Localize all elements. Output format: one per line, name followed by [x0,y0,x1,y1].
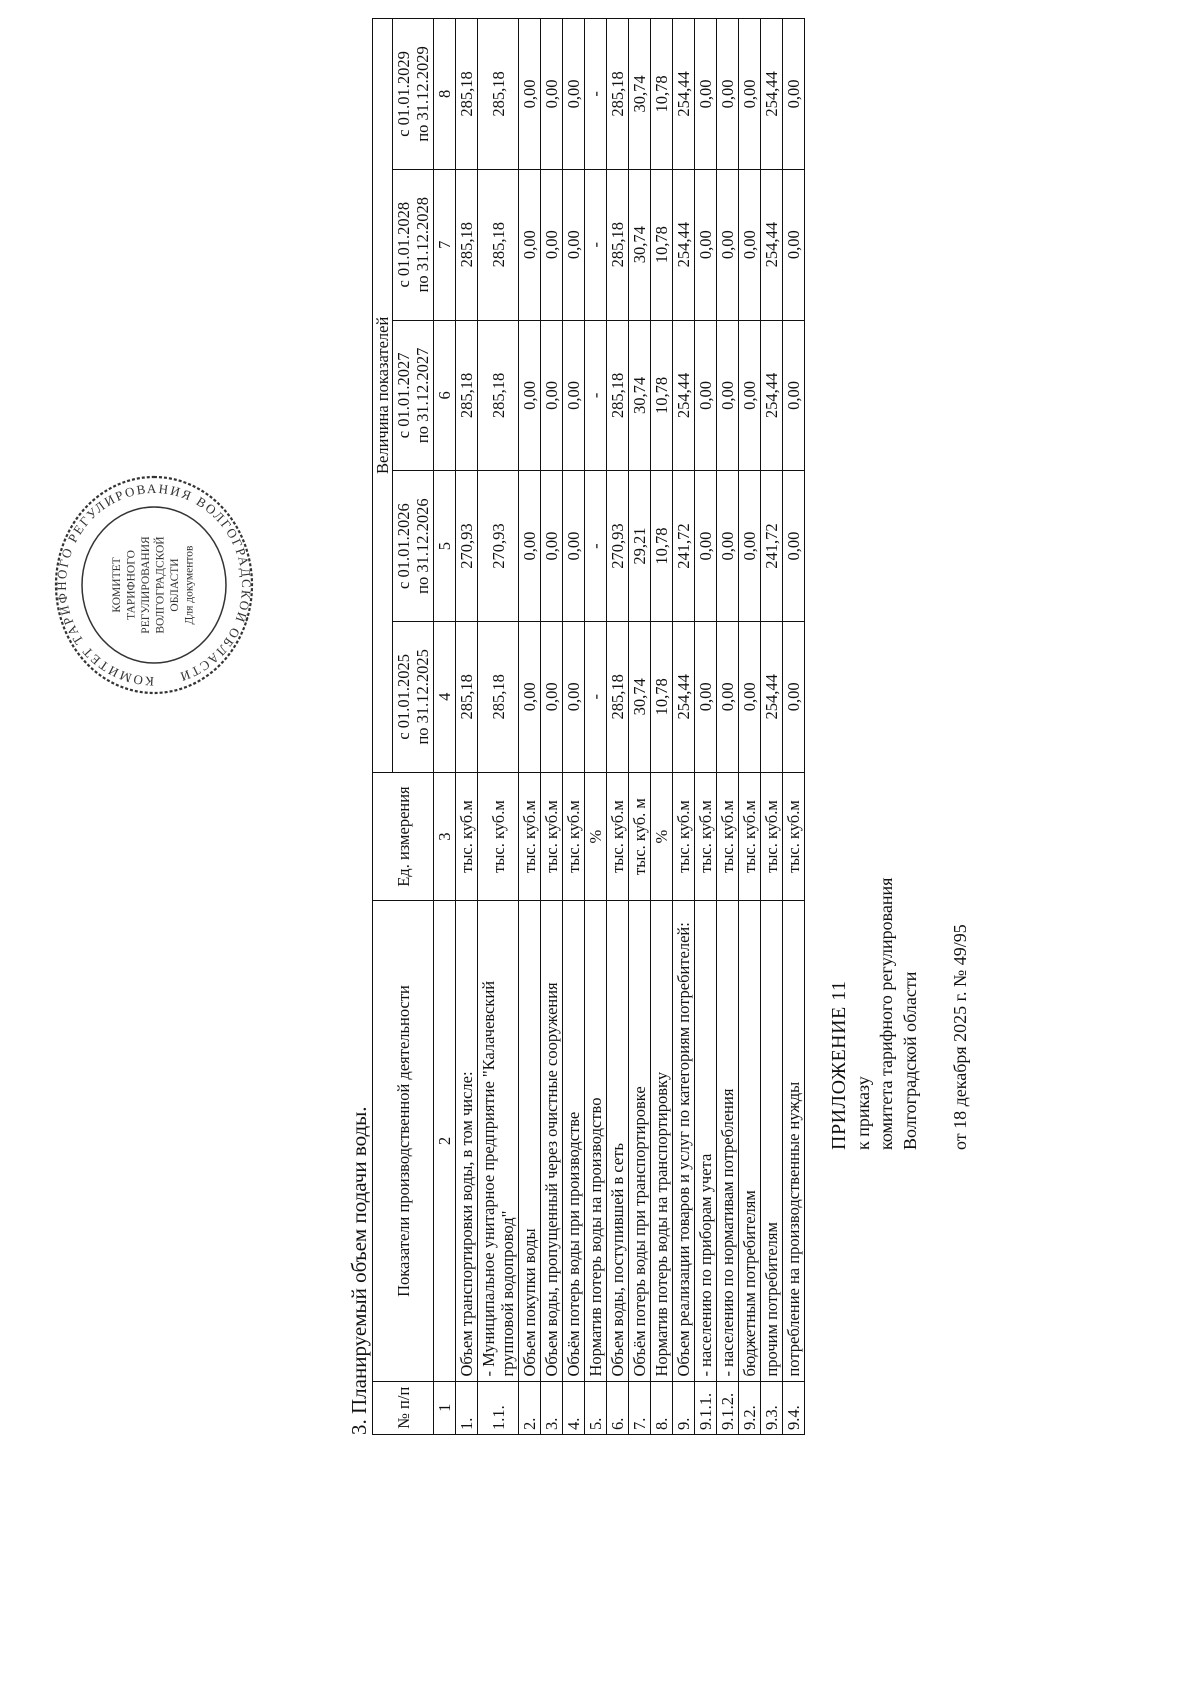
annex-title: ПРИЛОЖЕНИЕ 11 [828,980,850,1150]
row-value: 285,18 [478,19,519,170]
row-value: - [585,621,607,772]
row-number: 2. [519,1381,541,1434]
row-value: 0,00 [541,471,563,622]
row-indicator: бюджетным потребителям [739,901,761,1381]
row-value: 30,74 [629,621,651,772]
table-row [673,19,695,1435]
row-indicator: Объём потерь воды при транспортировке [629,901,651,1381]
row-value: 254,44 [761,19,783,170]
row-value: 0,00 [739,320,761,471]
column-number: 7 [434,169,456,320]
row-value: 285,18 [456,169,478,320]
row-value: 0,00 [519,320,541,471]
row-value: 0,00 [717,169,739,320]
row-value: 285,18 [607,169,629,320]
row-value: 254,44 [761,621,783,772]
row-value: 270,93 [607,471,629,622]
table-row [761,19,783,1435]
row-value: 0,00 [519,471,541,622]
annex-date: от 18 декабря 2025 г. № 49/95 [950,924,970,1150]
table-row [717,19,739,1435]
table-row [629,19,651,1435]
row-value: 241,72 [673,471,695,622]
table-row [607,19,629,1435]
row-value: 0,00 [563,169,585,320]
row-value: 0,00 [563,19,585,170]
row-unit: тыс. куб.м [761,772,783,901]
annex-line-2: комитета тарифного регулирования [876,877,896,1150]
row-indicator: прочим потребителям [761,901,783,1381]
row-unit: % [585,772,607,901]
row-value: 241,72 [761,471,783,622]
row-value: 0,00 [541,621,563,772]
column-number: 4 [434,621,456,772]
row-value: 270,93 [456,471,478,622]
row-unit: тыс. куб.м [519,772,541,901]
section-title: 3. Планируемый объем подачи воды. [347,1106,371,1435]
column-number: 3 [434,772,456,901]
row-value: 0,00 [541,169,563,320]
row-unit: тыс. куб. м [629,772,651,901]
row-value: 0,00 [695,169,717,320]
row-unit: тыс. куб.м [783,772,805,901]
row-unit: тыс. куб.м [607,772,629,901]
period-start: с 01.01.2027 [394,352,413,439]
seal-center-line: ВОЛГОГРАДСКОЙ [154,536,167,634]
row-number: 7. [629,1381,651,1434]
row-number: 9.2. [739,1381,761,1434]
table-row [651,19,673,1435]
row-value: 30,74 [629,169,651,320]
row-value: 285,18 [607,19,629,170]
period-start: с 01.01.2028 [394,201,413,288]
row-value: 0,00 [541,320,563,471]
row-value: 0,00 [717,621,739,772]
row-value: - [585,471,607,622]
row-value: 0,00 [519,621,541,772]
row-value: 10,78 [651,471,673,622]
seal-center-line: ОБЛАСТИ [169,558,181,612]
row-number: 5. [585,1381,607,1434]
row-indicator: - населению по нормативам потребления [717,901,739,1381]
annex-line-1: к приказу [853,1076,873,1150]
row-value: 0,00 [783,19,805,170]
row-value: 285,18 [456,621,478,772]
row-value: 285,18 [607,621,629,772]
row-number: 3. [541,1381,563,1434]
row-value: 29,21 [629,471,651,622]
row-value: 30,74 [629,320,651,471]
seal-center-line: РЕГУЛИРОВАНИЯ [140,536,152,634]
row-value: 10,78 [651,621,673,772]
column-number: 1 [434,1381,456,1434]
period-end: по 31.12.2027 [413,347,432,444]
row-value: 0,00 [739,471,761,622]
header-period [393,169,434,320]
row-indicator: потребление на производственные нужды [783,901,805,1381]
row-number: 9. [673,1381,695,1434]
row-indicator: Норматив потерь воды на производство [585,901,607,1381]
header-period [393,320,434,471]
row-unit: тыс. куб.м [563,772,585,901]
row-value: 0,00 [519,19,541,170]
row-value: 0,00 [563,621,585,772]
row-value: 0,00 [783,169,805,320]
row-value: 0,00 [695,471,717,622]
row-value: 10,78 [651,169,673,320]
row-value: 0,00 [717,320,739,471]
table-row [695,19,717,1435]
row-value: 254,44 [673,320,695,471]
header-unit: Ед. измерения [373,772,434,901]
row-value: 0,00 [695,621,717,772]
header-period [393,471,434,622]
row-indicator: - населению по приборам учета [695,901,717,1381]
table-row [478,19,519,1435]
table-column-number-row [434,19,456,1435]
row-number: 9.1.1. [695,1381,717,1434]
row-value: 0,00 [563,471,585,622]
row-value: 285,18 [478,621,519,772]
column-number: 5 [434,471,456,622]
table-row [519,19,541,1435]
seal-center-text [111,536,196,634]
table-row [783,19,805,1435]
row-value: 0,00 [739,19,761,170]
row-indicator: Объем покупки воды [519,901,541,1381]
row-value: 285,18 [456,320,478,471]
row-value: - [585,169,607,320]
row-number: 9.1.2. [717,1381,739,1434]
row-number: 9.3. [761,1381,783,1434]
row-indicator: Объем реализации товаров и услуг по категориям потребителей: [673,901,695,1381]
table-row [541,19,563,1435]
row-indicator: Объем воды, пропущенный через очистные сооружения [541,901,563,1381]
row-value: - [585,320,607,471]
row-unit: тыс. куб.м [478,772,519,901]
seal-ring-text: КОМИТЕТ ТАРИФНОГО РЕГУЛИРОВАНИЯ ВОЛГОГРАДСКОЙ ОБЛАСТИ [53,480,255,690]
period-end: по 31.12.2026 [413,498,432,594]
row-value: 0,00 [717,471,739,622]
period-end: по 31.12.2028 [413,196,432,293]
seal-center-line: КОМИТЕТ [111,557,123,613]
row-indicator: Объем воды, поступившей в сеть [607,901,629,1381]
row-value: 0,00 [739,169,761,320]
table-row [456,19,478,1435]
header-num: № п/п [373,1381,434,1434]
row-value: 0,00 [563,320,585,471]
row-indicator: Объем транспортировки воды, в том числе: [456,901,478,1381]
row-value: 0,00 [783,320,805,471]
table-header-row [373,19,393,1435]
header-period [393,621,434,772]
row-value: 0,00 [695,19,717,170]
row-indicator: Объём потерь воды при производстве [563,901,585,1381]
header-period [393,19,434,170]
row-number: 1.1. [478,1381,519,1434]
row-value: 254,44 [761,169,783,320]
column-number: 6 [434,320,456,471]
period-end: по 31.12.2029 [413,46,432,142]
row-value: 285,18 [478,320,519,471]
table-row [563,19,585,1435]
row-value: 254,44 [761,320,783,471]
row-unit: тыс. куб.м [717,772,739,901]
row-value: 254,44 [673,169,695,320]
row-value: 285,18 [456,19,478,170]
row-value: 285,18 [607,320,629,471]
row-value: 0,00 [541,19,563,170]
row-indicator: - Муниципальное унитарное предприятие "Калачевский групповой водопровод" [478,901,519,1381]
row-unit: тыс. куб.м [541,772,563,901]
row-number: 1. [456,1381,478,1434]
period-start: с 01.01.2025 [394,653,413,740]
seal-center-line: Для документов [183,545,196,625]
row-value: 0,00 [739,621,761,772]
row-number: 9.4. [783,1381,805,1434]
annex-line-3: Волгоградской области [900,971,920,1150]
water-supply-table [372,18,805,1435]
row-unit: % [651,772,673,901]
row-value: 10,78 [651,320,673,471]
row-value: 0,00 [783,621,805,772]
row-value: 0,00 [717,19,739,170]
row-value: 0,00 [783,471,805,622]
row-unit: тыс. куб.м [739,772,761,901]
official-seal [52,465,257,705]
column-number: 2 [434,901,456,1381]
period-start: с 01.01.2026 [394,503,413,589]
header-group: Величина показателей [373,19,393,773]
row-number: 4. [563,1381,585,1434]
header-indicator: Показатели производственной деятельности [373,901,434,1381]
row-value: 10,78 [651,19,673,170]
row-value: 0,00 [695,320,717,471]
row-unit: тыс. куб.м [695,772,717,901]
row-unit: тыс. куб.м [456,772,478,901]
row-value: 30,74 [629,19,651,170]
row-unit: тыс. куб.м [673,772,695,901]
row-indicator: Норматив потерь воды на транспортировку [651,901,673,1381]
table-row [585,19,607,1435]
seal-center-line: ТАРИФНОГО [125,550,138,620]
row-value: 270,93 [478,471,519,622]
row-number: 8. [651,1381,673,1434]
row-value: - [585,19,607,170]
column-number: 8 [434,19,456,170]
row-value: 0,00 [519,169,541,320]
row-number: 6. [607,1381,629,1434]
row-value: 254,44 [673,19,695,170]
period-start: с 01.01.2029 [394,51,413,137]
period-end: по 31.12.2025 [413,649,432,745]
row-value: 285,18 [478,169,519,320]
table-row [739,19,761,1435]
row-value: 254,44 [673,621,695,772]
